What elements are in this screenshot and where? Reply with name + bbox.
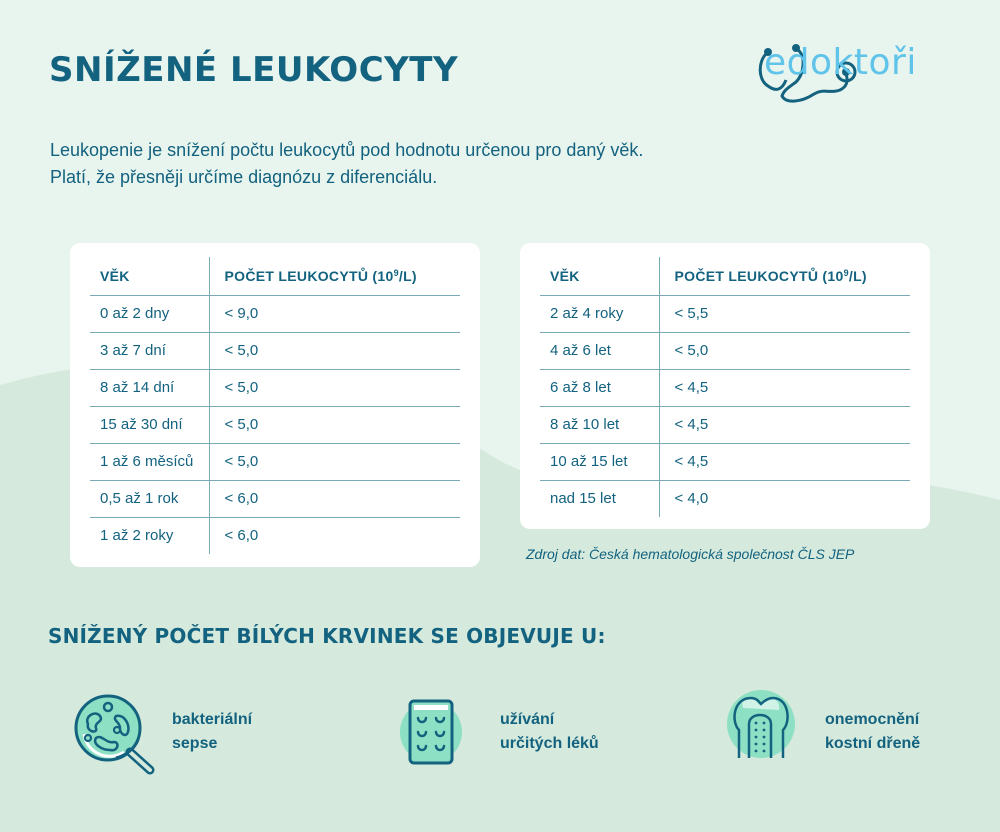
table-row: 10 až 15 let < 4,5 [540, 443, 910, 480]
column-header-age: VĚK [90, 257, 209, 295]
table-row: 1 až 2 roky < 6,0 [90, 517, 460, 554]
leukocyte-table-left [90, 257, 460, 554]
logo-text: edoktoři [764, 42, 917, 83]
cause-item-bone-marrow [727, 690, 921, 779]
cause-label-line1: bakteriální [172, 711, 253, 728]
table-row: 4 až 6 let < 5,0 [540, 332, 910, 369]
table-row: 0,5 až 1 rok < 6,0 [90, 480, 460, 517]
leukocyte-table-right [540, 257, 910, 517]
intro-line-2: Platí, že přesněji určíme diagnózu z diferenciálu. [50, 167, 438, 187]
cause-label-line1: onemocnění [825, 711, 920, 728]
cause-label-line2: sepse [172, 735, 218, 752]
cause-label-line2: kostní dřeně [825, 735, 921, 752]
cause-item-medication [400, 698, 599, 787]
table-row: 6 až 8 let < 4,5 [540, 369, 910, 406]
intro-line-1: Leukopenie je snížení počtu leukocytů pod hodnotu určenou pro daný věk. [50, 140, 644, 160]
table-row: 3 až 7 dní < 5,0 [90, 332, 460, 369]
cause-label-line1: užívání [500, 711, 555, 728]
bacteria-magnifier-icon [74, 694, 158, 778]
cause-item-sepsis [74, 694, 253, 783]
table-card-left [70, 243, 480, 567]
table-row: 15 až 30 dní < 5,0 [90, 406, 460, 443]
table-row: 0 až 2 dny < 9,0 [90, 295, 460, 332]
column-header-count: POČET LEUKOCYTŮ $(10^9/L)$ [209, 257, 460, 295]
table-row: nad 15 let < 4,0 [540, 480, 910, 517]
table-row: 8 až 14 dní < 5,0 [90, 369, 460, 406]
bone-marrow-icon [727, 690, 811, 774]
data-source: Zdroj dat: Česká hematologická společnost ČLS JEP [526, 546, 855, 562]
table-row: 2 až 4 roky < 5,5 [540, 295, 910, 332]
edoktori-logo[interactable] [756, 40, 956, 104]
column-header-count: POČET LEUKOCYTŮ $(10^9/L)$ [659, 257, 910, 295]
table-row: 1 až 6 měsíců < 5,0 [90, 443, 460, 480]
cause-label-line2: určitých léků [500, 735, 599, 752]
column-header-age: VĚK [540, 257, 659, 295]
page-title: SNÍŽENÉ LEUKOCYTY [49, 50, 459, 90]
pill-blister-icon [400, 698, 484, 782]
intro-text [50, 137, 643, 191]
table-row: 8 až 10 let < 4,5 [540, 406, 910, 443]
table-card-right [520, 243, 930, 529]
causes-title: SNÍŽENÝ POČET BÍLÝCH KRVINEK SE OBJEVUJE U: [48, 624, 606, 648]
